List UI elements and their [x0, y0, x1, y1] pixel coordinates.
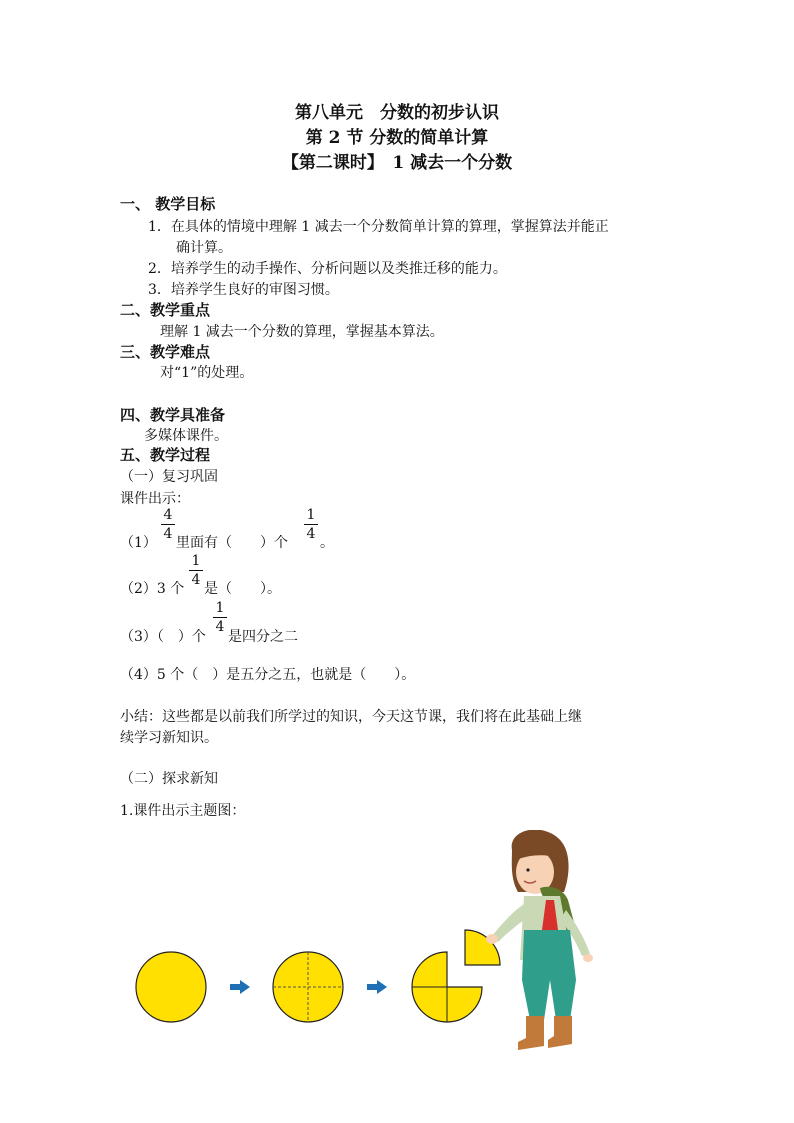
goal-1-line1: 1．在具体的情境中理解 1 减去一个分数简单计算的算理，掌握算法并能正 — [148, 219, 609, 235]
q2-prefix: （2）3 个 — [120, 581, 185, 597]
goal-3: 3．培养学生良好的审图习惯。 — [148, 282, 339, 298]
heading-teaching-goals: 一、 教学目标 — [120, 195, 216, 213]
quartered-circle — [273, 952, 343, 1022]
unit-title: 第八单元 分数的初步认识 — [295, 103, 499, 123]
q3-suffix: 是四分之二 — [228, 629, 298, 645]
fraction-1-over-4: 1 4 — [304, 507, 318, 542]
q4: （4）5 个（ ）是五分之五，也就是（ ）。 — [120, 667, 416, 683]
q1-prefix: （1） — [120, 535, 157, 551]
review-intro: 课件出示： — [120, 491, 190, 507]
q1-middle: 里面有（ ）个 — [176, 535, 288, 551]
q1-suffix: 。 — [320, 535, 334, 551]
lesson-title: 【第二课时】 1 减去一个分数 — [281, 153, 513, 173]
materials-body: 多媒体课件。 — [144, 428, 228, 444]
explore-item-1: 1.课件出示主题图： — [120, 803, 246, 819]
summary-line2: 续学习新知识。 — [120, 730, 218, 746]
difficulties-body: 对“1”的处理。 — [160, 365, 254, 381]
arrow-right-icon — [367, 980, 387, 994]
theme-illustration — [120, 830, 640, 1070]
heading-materials: 四、教学具准备 — [120, 406, 226, 424]
q3-prefix: （3）（ ）个 — [120, 629, 206, 645]
heading-key-points: 二、教学重点 — [120, 301, 211, 319]
arrow-right-icon — [230, 980, 250, 994]
q2-suffix: 是（ ）。 — [204, 581, 281, 597]
fraction-1-over-4: 1 4 — [213, 600, 227, 635]
heading-difficulties: 三、教学难点 — [120, 343, 211, 361]
goal-1-line2: 确计算。 — [176, 240, 232, 256]
fraction-4-over-4: 4 4 — [161, 507, 175, 542]
heading-process: 五、教学过程 — [120, 446, 211, 464]
girl-illustration — [486, 830, 593, 1050]
summary-line1: 小结：这些都是以前我们所学过的知识，今天这节课，我们将在此基础上继 — [120, 709, 582, 725]
goal-2: 2．培养学生的动手操作、分析问题以及类推迁移的能力。 — [148, 261, 507, 277]
section-title: 第 2 节 分数的简单计算 — [305, 128, 489, 148]
explore-heading: （二）探求新知 — [120, 771, 218, 787]
review-heading: （一）复习巩固 — [120, 469, 218, 485]
fraction-1-over-4: 1 4 — [189, 553, 203, 588]
whole-circle — [136, 952, 206, 1022]
key-points-body: 理解 1 减去一个分数的算理，掌握基本算法。 — [160, 324, 444, 340]
